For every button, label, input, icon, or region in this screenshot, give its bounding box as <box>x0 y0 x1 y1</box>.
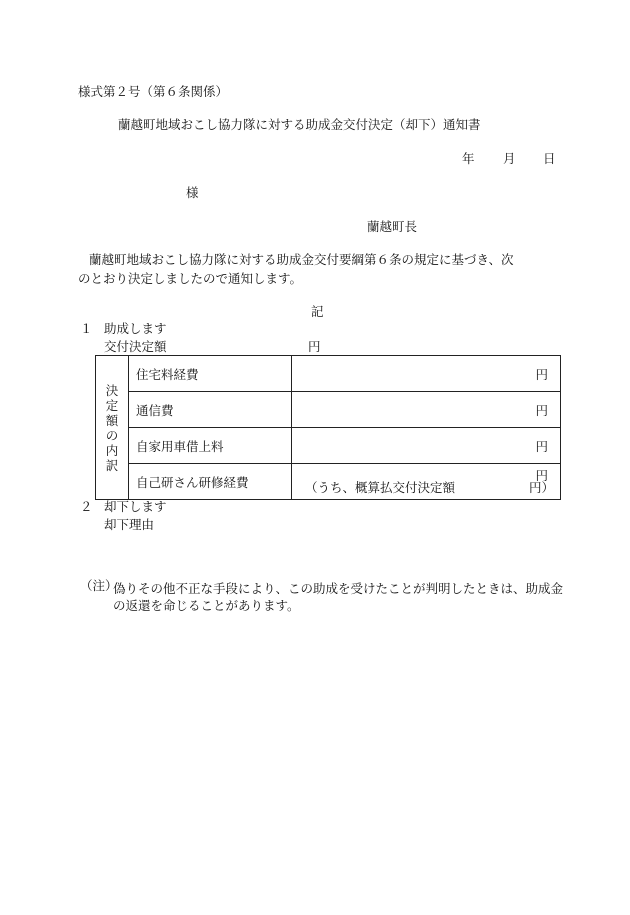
table-row <box>96 428 561 464</box>
item-cell: 自己研さん研修経費 <box>129 464 292 500</box>
body-line-1: 蘭越町地域おこし協力隊に対する助成金交付要綱第６条の規定に基づき、次 <box>89 252 514 267</box>
amount-cell[interactable] <box>292 428 561 464</box>
yen-unit: 円 <box>535 402 548 418</box>
note-label: （注） <box>80 578 118 593</box>
section-2-title: 却下します <box>104 499 167 514</box>
amount-unit: 円 <box>308 339 321 354</box>
approx-yen-unit: 円） <box>528 480 554 495</box>
item-cell: 住宅料経費 <box>129 356 292 392</box>
table-row <box>96 392 561 428</box>
section-1-title: 助成します <box>104 321 167 336</box>
amount-cell[interactable] <box>292 392 561 428</box>
section-2-number: ２ <box>80 499 93 514</box>
date-day: 日 <box>543 151 556 166</box>
document-title: 蘭越町地域おこし協力隊に対する助成金交付決定（却下）通知書 <box>118 117 481 132</box>
note-text: 偽りその他不正な手段により、この助成を受けたことが判明したときは、助成金の返還を命じることがあります。 <box>113 581 564 613</box>
date-month: 月 <box>503 151 516 166</box>
breakdown-side-label-cell <box>96 356 129 500</box>
amount-cell[interactable] <box>292 464 561 500</box>
body-line-2: のとおり決定しましたので通知します。 <box>78 271 303 286</box>
reject-reason-label: 却下理由 <box>104 517 155 532</box>
issuer-name: 蘭越町長 <box>367 219 418 234</box>
yen-unit: 円 <box>535 438 548 454</box>
yen-unit: 円 <box>535 468 548 483</box>
breakdown-table <box>95 355 561 500</box>
record-mark: 記 <box>311 304 324 319</box>
table-row <box>96 356 561 392</box>
form-number: 様式第２号（第６条関係） <box>78 84 229 99</box>
approx-payment-label: （うち、概算払交付決定額 <box>305 480 456 495</box>
amount-label: 交付決定額 <box>104 339 167 354</box>
date-year: 年 <box>462 151 475 166</box>
table-row <box>96 464 561 500</box>
breakdown-side-label: 決定額の内訳 <box>105 382 119 473</box>
section-1-number: １ <box>80 321 93 336</box>
yen-unit: 円 <box>535 366 548 382</box>
item-cell: 通信費 <box>129 392 292 428</box>
amount-cell[interactable] <box>292 356 561 392</box>
addressee-suffix: 様 <box>186 185 199 200</box>
item-cell: 自家用車借上料 <box>129 428 292 464</box>
